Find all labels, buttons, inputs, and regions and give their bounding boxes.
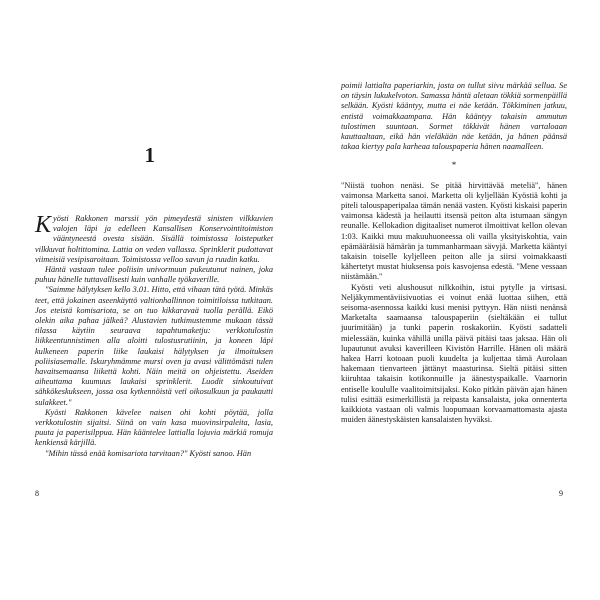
opening-paragraph: Kyösti Rakkonen marssii yön pimeydestä sinisten vilkkuvien valojen läpi ja edelleen Kansallisen Konservointitoimiston vääntyneestä ovesta sisään. Sisällä toimistossa loisteputket vilkkuvat holtittomina. Lattia on veden vallassa. Sprinklerit pudottavat viimeisiä vesipisaroitaan. Toimistossa velloo savun ja ruudin katku. (35, 212, 273, 264)
left-page-text (35, 214, 273, 459)
paragraph: Kyösti Rakkonen kävelee naisen ohi kohti pöytää, jolla verkkotulostin sijaitsi. Siinä on vain kasa muovinsirpaleita, lasia, puuta ja paperisilppua. Hän kääntelee lattialla lojuvia märkiä romuja kenkiensä kärjillä. (35, 407, 273, 448)
right-page-text (341, 81, 567, 426)
paragraph: "Niistä tuohon nenäsi. Se pitää hirvittävää meteliä", hänen vaimonsa Marketta sanoi. Marketta oli kyljellään Kyöstiä kohti ja piteli talouspaperipalaa tämän nenää vasten. Kyösti kiskaisi paperin vaimonsa kädestä ja heilautti itsensä peiton alta istumaan sängyn reunalle. Kellokadion digitaaliset numerot ilmoittivat kellon olevan 1:03. Kaikki muu makuuhuoneessa oli vailla yksityiskohtia, vain epämääräisiä hämärän ja tummanharmaan sävyjä. Marketta kääntyi takaisin toiselle kyljelleen peiton alle ja siirsi voimakkaasti kähertetyt mustat hiuksensa pois kasvojensa edestä. "Mene vessaan niistämään." (341, 180, 567, 282)
paragraph: "Mihin tässä enää komisariota tarvitaan?" Kyösti sanoo. Hän (45, 448, 252, 458)
page-number-right: 9 (559, 489, 563, 498)
paragraph: "Saimme hälytyksen kello 3.01. Hitto, että vihaan tätä työtä. Minkäs teet, että jokainen aseenkäyttö valtionhallinnon toimitiloissa tutkitaan. Jos eteistä komisariota, se on tuo kikkaravaä tuolla perällä. Eikö olekin aika pahaa jälkeä? Alustavien tutkimustemme mukaan tässä tilassa käytiin seuraava tapahtumaketju: verkkotulostin liikkeentunnistimen alla aloitti tulostusrutiinin, ja koneen läpi kulkeneen paperin liike laukaisi hälytyksen ja ilmoituksen poliisiasemalle. Iskuryhmämme mursi oven ja avasi välittömästi tulen havaitsemaansa liikettä kohti. Näin meitä on ohjeistettu. Aseiden aiheuttama kuumuus laukaisi sprinklerit. Luodit sinkoutuivat sähkökeskukseen, jossa osa kytkennöistä vetï oikosulkuun ja paukautti sulakkeet." (35, 285, 273, 407)
page-number-left: 8 (35, 489, 39, 498)
paragraph: Kyösti veti alushousut nilkkoihin, istui pytylle ja virtsasi. Neljäkymmentäviisivuotias ei voinut enää luottaa siihen, että seisoma-asennossa kaikki kusi menisi pyttyyn. Hän niisti nenänsä Marketalta saamaansa talouspaperiin (sieltäkään ei tullut juurimitään) ja tunki paperin roskakoriin. Kyösti sadatteli mielessään, kuinka vähillä unilla päivä pitäisi taas jaksaa. Hän oli lupautunut avuksi kaverilleen Kivistön Harrille. Hänen oli määrä hakea Harri kotoaan puoli kuudelta ja kuljettaa tämä Aurolaan hakemaan tienvarteen jättänyt maasturinsa. Sieltä pitäisi sitten kiiruhtaa takaisin kotikonnuille ja äänestyspaikalle. Vaarnorin entiselle koululle vaalitoimitsijaksi. Koko pitkän päivän ajan hänen tulisi esittää esimerkillistä ja reipasta kansalaista, joka onnenterta kaikkiota vastaan oli valmis luopumaan korvaamattomasta ajasta muiden äänestyskäisten kansalaisten hyväksi. (341, 282, 567, 425)
chapter-number: 1 (144, 143, 156, 167)
section-separator: * (451, 160, 457, 171)
continued-paragraph: poimii lattialta paperiarkin, josta on tullut siivu märkää sellua. Se on täysin lukukelvoton. Samassa häntä aletaan tökkiä sormenpäillä selkään. Kyösti kääntyy, mutta ei näe ketään. Tökkiminen jatkuu, entistä voimakkaampana. Hän kääntyy takaisin ammutun tulostimen suuntaan. Sormet tökkivät hänen vartaloaan kauttaaltaan, eikä hän vieläkään näe ketään, ja hänen päänsä takaa kiertyy pala karheaa talouspaperia hänen naamalleen. (341, 81, 567, 152)
drop-cap: K (35, 212, 52, 238)
paragraph: Häntä vastaan tulee poliisin univormuun pukeutunut nainen, joka puhuu hänelle tuttavallisesti kuin vanhalle työkaverille. (35, 265, 273, 285)
